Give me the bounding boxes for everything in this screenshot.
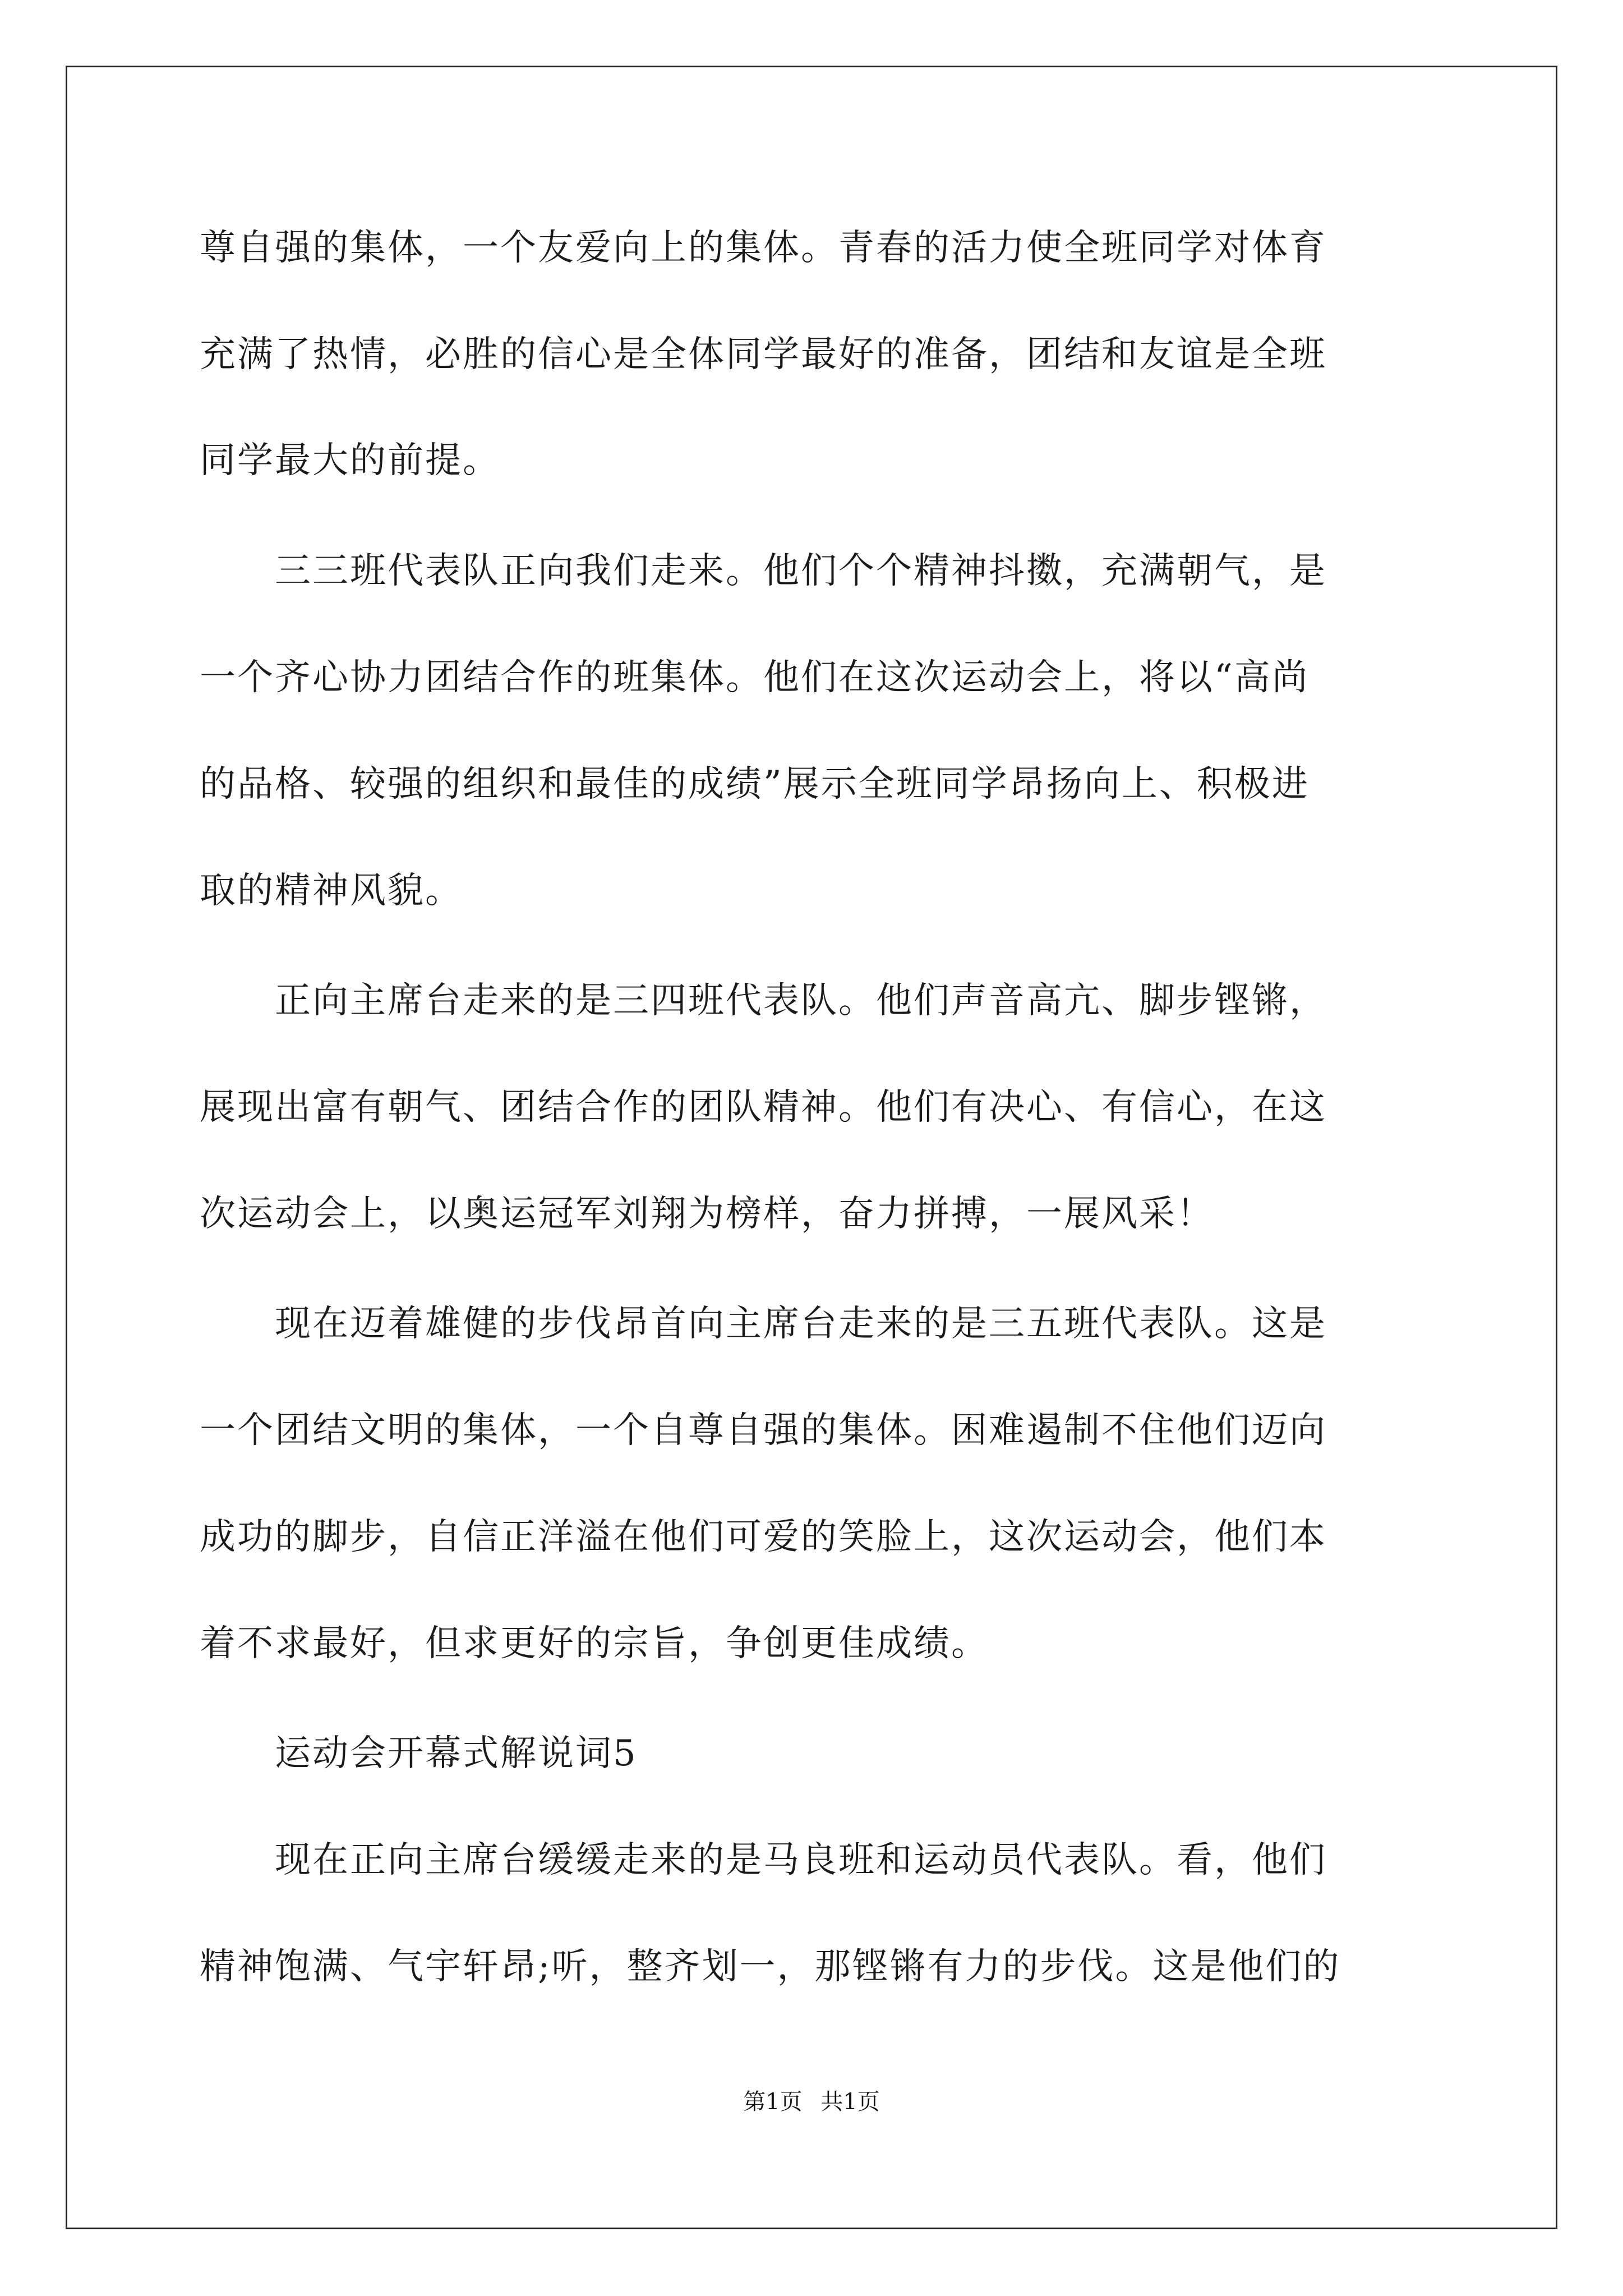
text-line: 次运动会上，以奥运冠军刘翔为榜样，奋力拼搏，一展风采！ (200, 1193, 1214, 1235)
page-total: 共1页 (820, 2089, 880, 2115)
text-line: 精神饱满、气宇轩昂;听，整齐划一，那铿锵有力的步伐。这是他们的 (200, 1946, 1341, 1987)
text-line: 的品格、较强的组织和最佳的成绩”展示全班同学昂扬向上、积极进 (200, 763, 1310, 805)
text-line: 一个齐心协力团结合作的班集体。他们在这次运动会上，将以“高尚 (200, 657, 1310, 698)
page-number: 第1页 (743, 2089, 803, 2115)
text-line: 一个团结文明的集体，一个自尊自强的集体。困难遏制不住他们迈向 (200, 1410, 1327, 1451)
text-line: 现在迈着雄健的步伐昂首向主席台走来的是三五班代表队。这是 (200, 1303, 1327, 1345)
text-line: 三三班代表队正向我们走来。他们个个精神抖擞，充满朝气，是 (200, 550, 1327, 592)
text-line: 充满了热情，必胜的信心是全体同学最好的准备，团结和友谊是全班 (200, 334, 1327, 375)
text-line: 取的精神风貌。 (200, 870, 463, 912)
section-heading: 运动会开幕式解说词5 (200, 1733, 638, 1774)
page-border (66, 66, 1557, 2229)
text-line: 同学最大的前提。 (200, 440, 500, 481)
page-footer (0, 2088, 1623, 2116)
text-line: 成功的脚步，自信正洋溢在他们可爱的笑脸上，这次运动会，他们本 (200, 1516, 1327, 1558)
text-line: 展现出富有朝气、团结合作的团队精神。他们有决心、有信心，在这 (200, 1087, 1327, 1128)
text-line: 现在正向主席台缓缓走来的是马良班和运动员代表队。看，他们 (200, 1839, 1327, 1881)
text-line: 正向主席台走来的是三四班代表队。他们声音高亢、脚步铿锵， (200, 980, 1327, 1022)
text-line: 尊自强的集体，一个友爱向上的集体。青春的活力使全班同学对体育 (200, 227, 1327, 269)
text-line: 着不求最好，但求更好的宗旨，争创更佳成绩。 (200, 1623, 989, 1664)
